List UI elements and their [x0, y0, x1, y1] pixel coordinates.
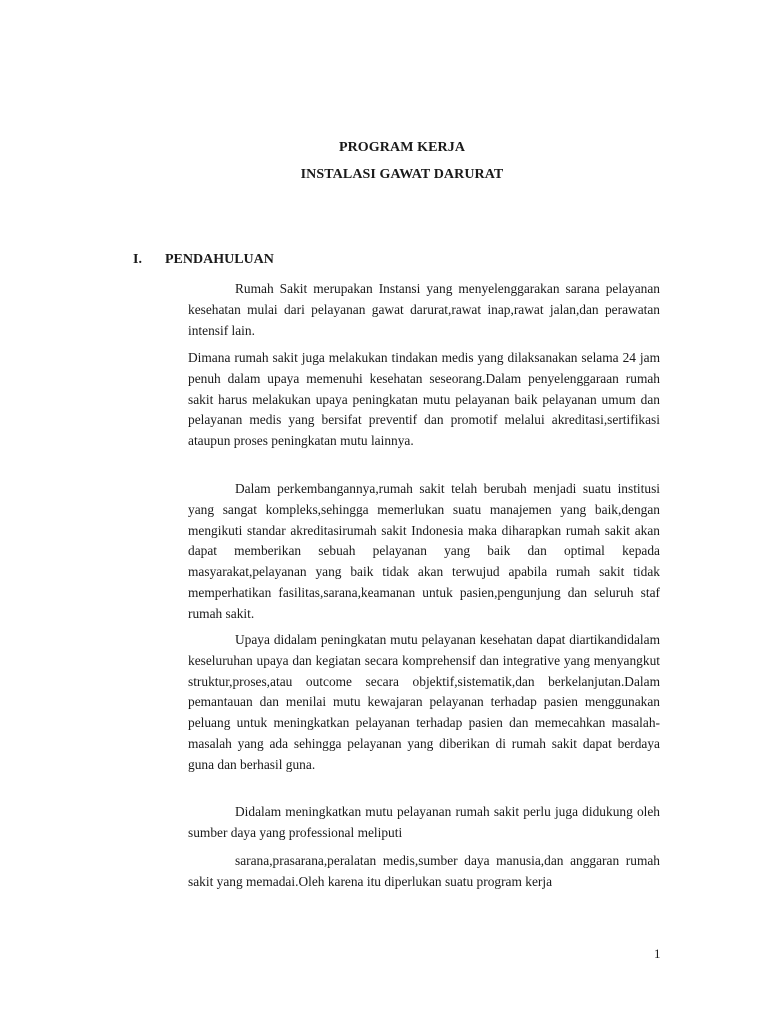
document-subtitle: INSTALASI GAWAT DARURAT [300, 167, 504, 182]
paragraph-4: Upaya didalam peningkatan mutu pelayanan kesehatan dapat diartikandidalam keseluruhan upaya dan kegiatan secara komprehensif dan integrative yang menyangkut struktur,proses,atau outcome secara objektif,sistematik,dan berkelanjutan.Dalam pemantauan dan menilai mutu kewajaran pelayanan terhadap pasien menggunakan peluang untuk meningkatkan pelayanan terhadap pasien dan memecahkan masalah-masalah yang ada sehingga pelayanan yang diberikan di rumah sakit dapat berdaya guna dan berhasil guna. [188, 632, 660, 772]
page-number: 1 [654, 946, 661, 961]
paragraph-5: Didalam meningkatkan mutu pelayanan rumah sakit perlu juga didukung oleh sumber daya yang professional meliputi [188, 804, 660, 840]
paragraph-6: sarana,prasarana,peralatan medis,sumber daya manusia,dan anggaran rumah sakit yang memadai.Oleh karena itu diperlukan suatu program kerja [188, 853, 660, 889]
paragraph-3: Dalam perkembangannya,rumah sakit telah berubah menjadi suatu institusi yang sangat kompleks,sehingga memerlukan suatu manajemen yang baik,dengan mengikuti standar akreditasirumah sakit Indonesia maka diharapkan rumah sakit akan dapat memberikan sebuah pelayanan yang baik dan optimal kepada masyarakat,pelayanan yang baik tidak akan terwujud apabila rumah sakit tidak memperhatikan fasilitas,sarana,keamanan untuk pasien,pengunjung dan seluruh staf rumah sakit. [188, 481, 660, 621]
section-number: I. [133, 252, 142, 267]
document-title: PROGRAM KERJA [338, 140, 466, 155]
paragraph-1: Rumah Sakit merupakan Instansi yang menyelenggarakan sarana pelayanan kesehatan mulai dari pelayanan gawat darurat,rawat inap,rawat jalan,dan perawatan intensif lain. [188, 281, 660, 338]
section-heading: PENDAHULUAN [165, 252, 274, 267]
paragraph-2: Dimana rumah sakit juga melakukan tindakan medis yang dilaksanakan selama 24 jam penuh dalam upaya memenuhi kesehatan seseorang.Dalam penyelenggaraan rumah sakit harus melakukan upaya peningkatan mutu pelayanan baik pelayanan umum dan pelayanan medis yang bersifat preventif dan promotif melalui akreditasi,sertifikasi ataupun proses peningkatan mutu lainnya. [188, 350, 660, 449]
